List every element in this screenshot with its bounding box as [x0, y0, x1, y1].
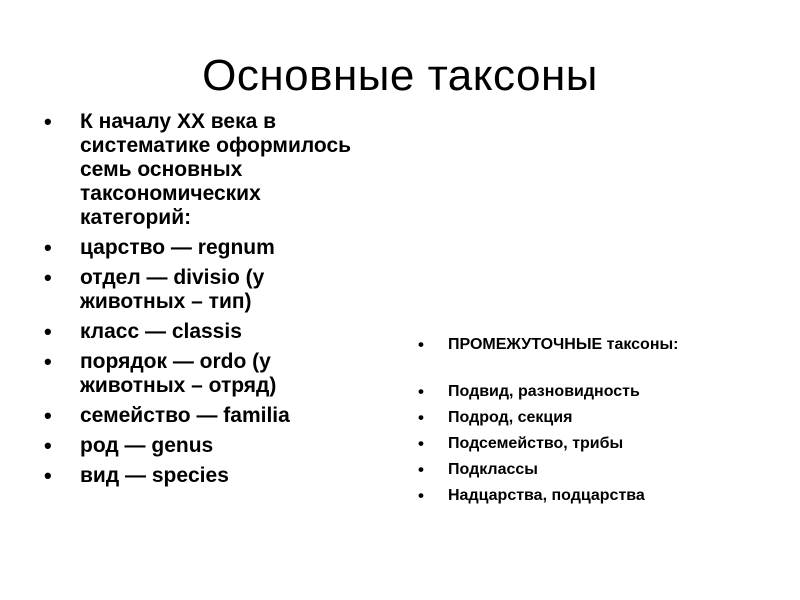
bullet-icon: •: [418, 382, 424, 401]
list-item: [418, 382, 788, 402]
list-item-text: род — genus: [80, 434, 214, 457]
list-item: [418, 486, 788, 506]
list-item-text: отдел — divisio (у животных – тип): [80, 266, 265, 313]
list-item-text: вид — species: [80, 464, 229, 487]
bullet-icon: •: [44, 235, 52, 260]
list-item: [44, 404, 364, 428]
intermediate-taxa-block: [418, 335, 788, 512]
bullet-icon: •: [44, 403, 52, 428]
list-item: [44, 110, 364, 230]
bullet-icon: •: [418, 408, 424, 427]
bullet-icon: •: [44, 319, 52, 344]
list-item: [44, 266, 364, 314]
list-item-text: Подсемейство, трибы: [448, 435, 624, 452]
bullet-icon: •: [418, 460, 424, 479]
list-item-text: Подрод, секция: [448, 409, 573, 426]
bullet-icon: •: [418, 434, 424, 453]
list-item-text: семейство — familia: [80, 404, 290, 427]
slide-title: Основные таксоны: [202, 51, 598, 100]
list-item-text: Надцарства, подцарства: [448, 487, 645, 504]
list-item-text: Подвид, разновидность: [448, 383, 640, 400]
heading-text: ПРОМЕЖУТОЧНЫЕ таксоны:: [448, 336, 679, 353]
list-item-text: Подклассы: [448, 461, 538, 478]
list-item: [44, 236, 364, 260]
bullet-icon: •: [44, 109, 52, 134]
list-item: [44, 320, 364, 344]
bullet-icon: •: [44, 349, 52, 374]
main-taxa-list: [44, 110, 364, 494]
bullet-icon: •: [44, 265, 52, 290]
list-item: [44, 350, 364, 398]
list-item: [418, 434, 788, 454]
list-item: [418, 408, 788, 428]
list-item: [44, 464, 364, 488]
bullet-icon: •: [44, 433, 52, 458]
list-item: [418, 460, 788, 480]
bullet-icon: •: [44, 463, 52, 488]
bullet-icon: •: [418, 335, 424, 354]
list-item-text: порядок — ordo (у животных – отряд): [80, 350, 277, 397]
list-item-text: царство — regnum: [80, 236, 275, 259]
list-item-text: класс — classis: [80, 320, 242, 343]
list-item-text: К началу XX века в систематике оформилось семь основных таксономических категорий:: [80, 110, 352, 229]
list-item: [44, 434, 364, 458]
intermediate-taxa-heading: [418, 335, 788, 355]
bullet-icon: •: [418, 486, 424, 505]
